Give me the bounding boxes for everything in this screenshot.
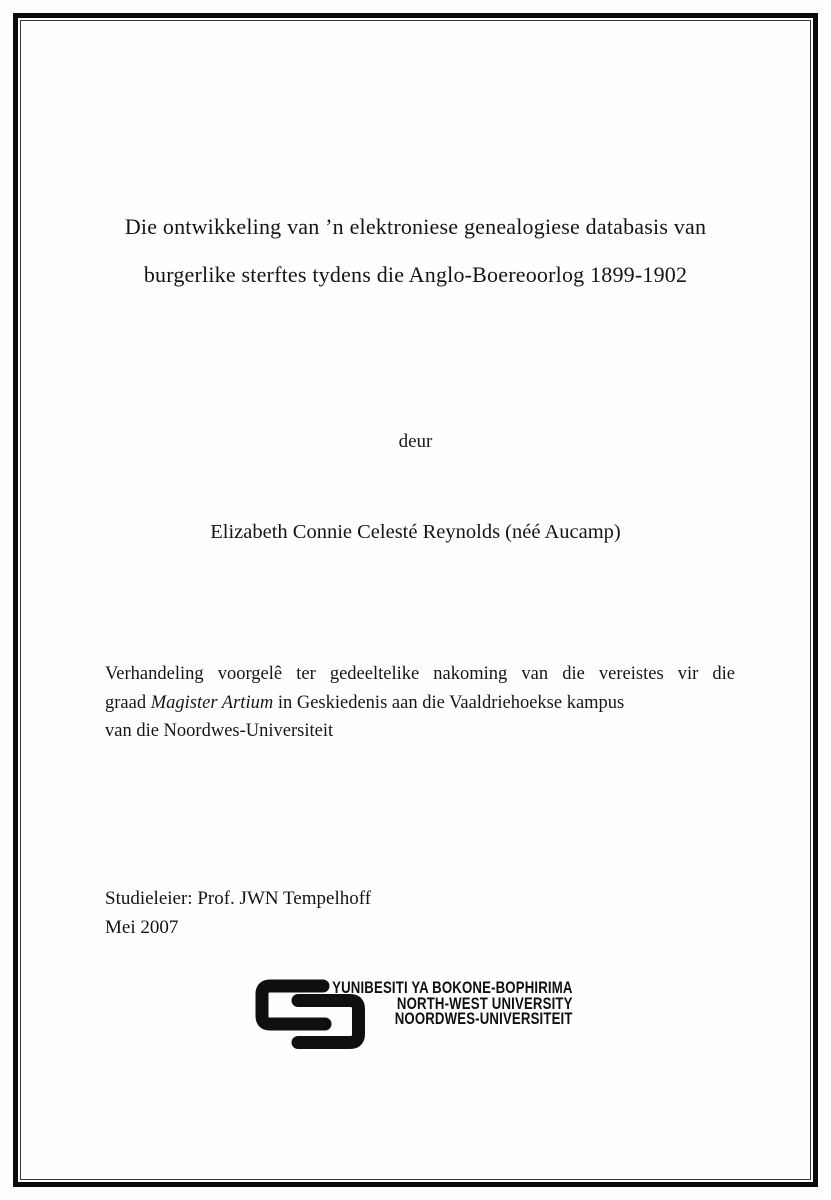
degree-statement-line3: van die Noordwes-Universiteit: [105, 721, 334, 741]
degree-statement-line2-suffix: in Geskiedenis aan die Vaaldriehoekse kampus: [273, 692, 625, 713]
logo-text-english: NORTH-WEST UNIVERSITY: [397, 994, 573, 1013]
supervisor: Studieleier: Prof. JWN Tempelhoff: [105, 888, 372, 909]
logo-text-afrikaans: NOORDWES-UNIVERSITEIT: [395, 1010, 573, 1028]
logo-text-setswana: YUNIBESITI YA BOKONE-BOPHIRIMA: [332, 979, 573, 997]
thesis-title: [70, 203, 761, 299]
university-logo-text: [333, 981, 573, 1028]
university-logo: [253, 978, 573, 1054]
byline: deur: [398, 431, 433, 452]
thesis-title-line2: burgerlike sterftes tydens die Anglo-Boereoorlog 1899-1902: [143, 262, 688, 287]
author-name: Elizabeth Connie Celesté Reynolds (néé Aucamp): [210, 521, 621, 543]
degree-statement: [105, 660, 735, 746]
degree-statement-line1: Verhandeling voorgelê ter gedeeltelike nakoming van die vereistes vir die: [105, 664, 735, 684]
degree-name: Magister Artium: [150, 692, 274, 713]
date: Mei 2007: [105, 917, 179, 938]
thesis-title-line1: Die ontwikkeling van ’n elektroniese genealogiese databasis van: [124, 214, 707, 239]
degree-statement-line2: [105, 689, 735, 718]
supervisor-block: [105, 884, 371, 942]
degree-statement-line2-prefix: graad: [105, 692, 151, 713]
